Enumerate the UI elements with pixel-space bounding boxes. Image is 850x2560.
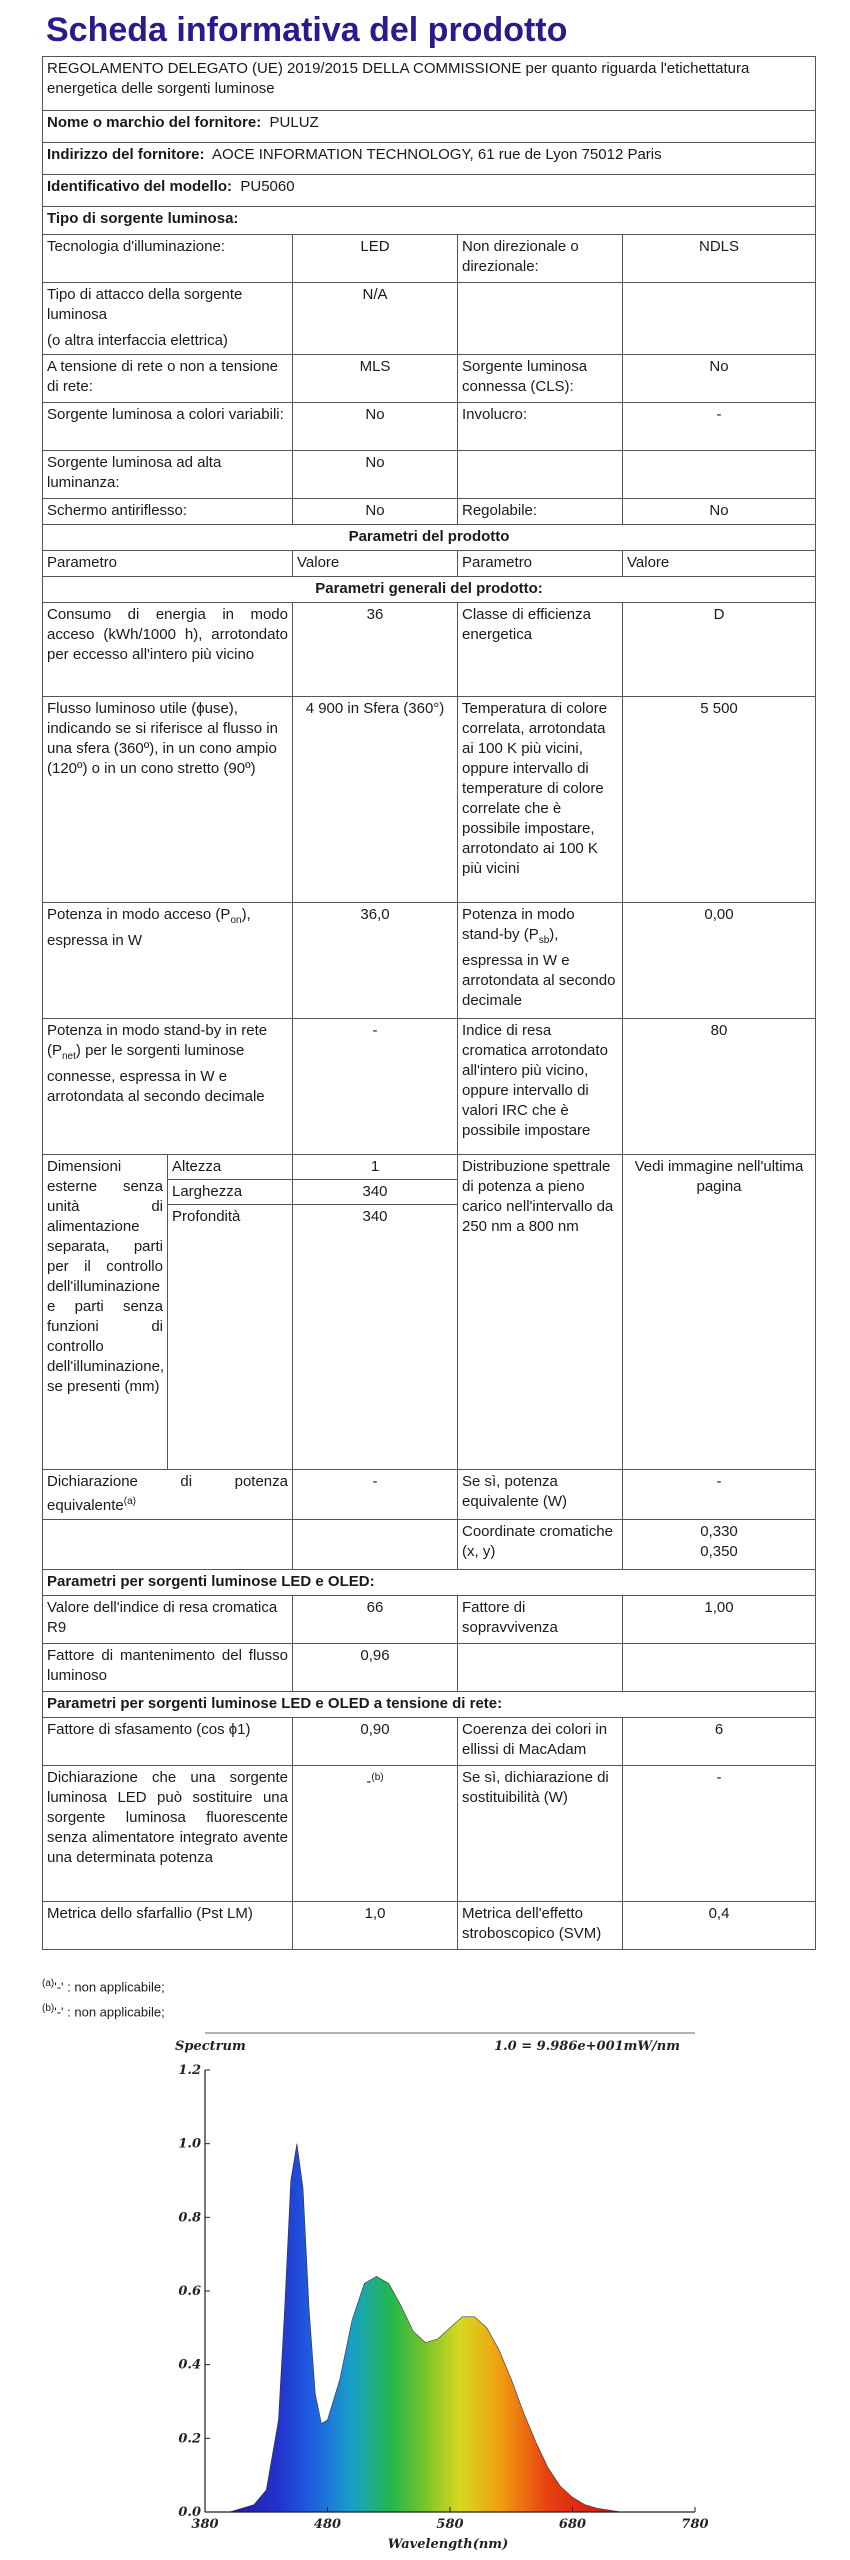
connected-value: No <box>623 355 816 403</box>
glare-value: No <box>293 499 458 525</box>
col-header-param-2: Parametro <box>458 551 623 577</box>
empty-cell <box>623 283 816 355</box>
glare-label: Schermo antiriflesso: <box>43 499 293 525</box>
equiv-label <box>43 1469 293 1519</box>
cap-value: N/A <box>293 283 458 355</box>
chart-title: Spectrum <box>175 2039 246 2054</box>
cri-label: Indice di resa cromatica arrotondato all'intero più vicino, oppure intervallo di valori IRC che è possibile impostare <box>458 1019 623 1155</box>
class-value: D <box>623 603 816 697</box>
empty-cell <box>458 451 623 499</box>
empty-cell <box>623 451 816 499</box>
y-tick-label: 0.2 <box>178 2431 201 2447</box>
empty-cell <box>43 1519 293 1569</box>
chroma-label: Coordinate cromatiche (x, y) <box>458 1519 623 1569</box>
psb-value: 0,00 <box>623 903 816 1019</box>
width-value: 340 <box>293 1180 458 1205</box>
footnote-a-mark: (a) <box>42 1978 55 1989</box>
supplier-name-label: Nome o marchio del fornitore: <box>47 114 262 131</box>
replace-w-label: Se sì, dichiarazione di sostituibilità (W) <box>458 1765 623 1901</box>
footnote-b <box>42 1998 165 2023</box>
spectrum-area <box>205 2144 695 2512</box>
replace-value <box>293 1765 458 1901</box>
flux-label: Flusso luminoso utile (ϕuse), indicando se si riferisce al flusso in una sfera (360º), in un cono ampio (120º) o in un cono stretto (90º) <box>43 697 293 903</box>
supplier-name-row <box>43 111 816 143</box>
psb-sub: sb <box>538 935 550 946</box>
flicker-label: Metrica dello sfarfallio (Pst LM) <box>43 1901 293 1949</box>
depth-label: Profondità <box>168 1205 293 1230</box>
colour-value: No <box>293 403 458 451</box>
pnet-value: - <box>293 1019 458 1155</box>
macadam-value: 6 <box>623 1717 816 1765</box>
spectrum-chart <box>150 2030 710 2555</box>
cap-label <box>43 283 293 355</box>
maint-label: Fattore di mantenimento del flusso luminoso <box>43 1643 293 1691</box>
chroma-value <box>623 1519 816 1569</box>
pnet-label-b: ) per le sorgenti luminose connesse, espressa in W e arrotondata al secondo decimale <box>47 1042 265 1105</box>
empty-cell <box>458 1643 623 1691</box>
y-tick-label: 0.6 <box>178 2284 201 2299</box>
col-header-value: Valore <box>293 551 458 577</box>
col-header-param: Parametro <box>43 551 293 577</box>
empty-cell <box>293 1229 458 1469</box>
pon-label <box>43 903 293 1019</box>
empty-cell <box>458 283 623 355</box>
maint-value: 0,96 <box>293 1643 458 1691</box>
mains-value: MLS <box>293 355 458 403</box>
x-tick-label: 380 <box>191 2517 219 2532</box>
class-label: Classe di efficienza energetica <box>458 603 623 697</box>
pon-value: 36,0 <box>293 903 458 1019</box>
supplier-name: PULUZ <box>269 114 319 131</box>
cri-value: 80 <box>623 1019 816 1155</box>
pon-sub: on <box>230 915 242 926</box>
empty-cell <box>623 1643 816 1691</box>
footnote-b-mark: (b) <box>42 2003 55 2015</box>
pon-label-a: Potenza in modo acceso (P <box>47 906 231 923</box>
r9-value: 66 <box>293 1595 458 1643</box>
y-tick-label: 0.8 <box>178 2210 201 2226</box>
replace-label: Dichiarazione che una sorgente luminosa LED può sostituire una sorgente luminosa fluorescente senza alimentatore integrato avente una determinata potenza <box>43 1765 293 1901</box>
y-tick-label: 0.4 <box>178 2357 201 2373</box>
psb-label-a: Potenza in modo stand-by (P <box>462 906 575 943</box>
supplier-address-row <box>43 143 816 175</box>
colour-label: Sorgente luminosa a colori variabili: <box>43 403 293 451</box>
highlum-label: Sorgente luminosa ad alta luminanza: <box>43 451 293 499</box>
flux-value: 4 900 in Sfera (360°) <box>293 697 458 903</box>
dims-label: Dimensioni esterne senza unità di alimentazione separata, parti per il controllo dell'illuminazione e parti senza funzioni di controllo dell'illuminazione, se presenti (mm) <box>43 1155 168 1470</box>
spd-label: Distribuzione spettrale di potenza a pieno carico nell'intervallo da 250 nm a 800 nm <box>458 1155 623 1470</box>
model-label: Identificativo del modello: <box>47 178 233 195</box>
depth-value: 340 <box>293 1205 458 1230</box>
psb-label-b: ), espressa in W e arrotondata al secondo decimale <box>462 926 616 1009</box>
replace-value-text: - <box>366 1772 372 1790</box>
cap-label-text-2: (o altra interfaccia elettrica) <box>47 332 228 349</box>
x-tick-label: 680 <box>558 2517 587 2532</box>
replace-w-value: - <box>623 1765 816 1901</box>
envelope-label: Involucro: <box>458 403 623 451</box>
y-tick-label: 1.0 <box>178 2136 201 2152</box>
x-tick-label: 780 <box>681 2517 709 2532</box>
product-info-sheet <box>42 8 815 1950</box>
svm-value: 0,4 <box>623 1901 816 1949</box>
y-tick-label: 1.2 <box>178 2063 201 2078</box>
dimmable-label: Regolabile: <box>458 499 623 525</box>
replace-sup: (b) <box>371 1771 384 1783</box>
pf-label: Fattore di sfasamento (cos ϕ1) <box>43 1717 293 1765</box>
regulation-text: REGOLAMENTO DELEGATO (UE) 2019/2015 DELLA COMMISSIONE per quanto riguarda l'etichettatura energetica delle sorgenti luminose <box>43 57 816 111</box>
mains-params-header: Parametri per sorgenti luminose LED e OLED a tensione di rete: <box>43 1691 816 1717</box>
cap-label-text: Tipo di attacco della sorgente luminosa <box>47 286 243 323</box>
plot-area <box>178 2063 708 2532</box>
macadam-label: Coerenza dei colori in ellissi di MacAdam <box>458 1717 623 1765</box>
highlum-value: No <box>293 451 458 499</box>
psb-label <box>458 903 623 1019</box>
cct-label: Temperatura di colore correlata, arrotondata ai 100 K più vicini, oppure intervallo di temperature di colore correlate che è possibile impostare, arrotondato ai 100 K più vicini <box>458 697 623 903</box>
svm-label: Metrica dell'effetto stroboscopico (SVM) <box>458 1901 623 1949</box>
footnote-a-text: '-' : non applicabile; <box>54 1979 165 1995</box>
empty-cell <box>293 1519 458 1569</box>
height-label: Altezza <box>168 1155 293 1180</box>
dimmable-value: No <box>623 499 816 525</box>
source-type-header: Tipo di sorgente luminosa: <box>43 207 816 235</box>
energy-label: Consumo di energia in modo acceso (kWh/1000 h), arrotondato per eccesso all'intero più vicino <box>43 603 293 697</box>
survival-label: Fattore di sopravvivenza <box>458 1595 623 1643</box>
height-value: 1 <box>293 1155 458 1180</box>
page-title: Scheda informativa del prodotto <box>46 11 568 49</box>
connected-label: Sorgente luminosa connessa (CLS): <box>458 355 623 403</box>
empty-cell <box>168 1229 293 1469</box>
equiv-label-text: Dichiarazione di potenza equivalente <box>47 1472 288 1514</box>
nondir-label: Non direzionale o direzionale: <box>458 235 623 283</box>
chroma-y: 0,350 <box>700 1542 738 1560</box>
pnet-label <box>43 1019 293 1155</box>
col-header-value-2: Valore <box>623 551 816 577</box>
product-params-header: Parametri del prodotto <box>43 525 816 551</box>
pnet-label-a: Potenza in modo stand-by in rete (P <box>47 1022 268 1059</box>
chart-scale-note: 1.0 = 9.986e+001mW/nm <box>494 2039 680 2054</box>
mains-label: A tensione di rete o non a tensione di rete: <box>43 355 293 403</box>
pon-label-b: ), espressa in W <box>47 906 251 949</box>
equiv-power-label: Se sì, potenza equivalente (W) <box>458 1469 623 1519</box>
envelope-value: - <box>623 403 816 451</box>
tech-label: Tecnologia d'illuminazione: <box>43 235 293 283</box>
equiv-power-value: - <box>623 1469 816 1519</box>
footnote-b-text: '-' : non applicabile; <box>54 2004 165 2020</box>
cct-value: 5 500 <box>623 697 816 903</box>
equiv-value: - <box>293 1469 458 1519</box>
x-tick-label: 580 <box>436 2517 464 2532</box>
r9-label: Valore dell'indice di resa cromatica R9 <box>43 1595 293 1643</box>
supplier-address: AOCE INFORMATION TECHNOLOGY, 61 rue de Lyon 75012 Paris <box>212 146 662 163</box>
survival-value: 1,00 <box>623 1595 816 1643</box>
model-id: PU5060 <box>240 178 295 195</box>
equiv-sup: (a) <box>123 1495 136 1507</box>
footnotes <box>42 1973 165 2024</box>
general-params-header: Parametri generali del prodotto: <box>43 577 816 603</box>
spd-value: Vedi immagine nell'ultima pagina <box>623 1155 816 1470</box>
x-tick-label: 480 <box>313 2517 342 2532</box>
width-label: Larghezza <box>168 1180 293 1205</box>
chroma-x: 0,330 <box>700 1522 738 1540</box>
footnote-a <box>42 1973 165 1998</box>
led-params-header: Parametri per sorgenti luminose LED e OLED: <box>43 1569 816 1595</box>
pf-value: 0,90 <box>293 1717 458 1765</box>
x-axis-label: Wavelength(nm) <box>387 2537 509 2552</box>
tech-value: LED <box>293 235 458 283</box>
model-row <box>43 175 816 207</box>
pnet-sub: net <box>62 1051 76 1062</box>
flicker-value: 1,0 <box>293 1901 458 1949</box>
energy-value: 36 <box>293 603 458 697</box>
y-tick-label: 0.0 <box>178 2505 201 2520</box>
nondir-value: NDLS <box>623 235 816 283</box>
supplier-address-label: Indirizzo del fornitore: <box>47 146 205 163</box>
product-info-table <box>42 56 816 1950</box>
